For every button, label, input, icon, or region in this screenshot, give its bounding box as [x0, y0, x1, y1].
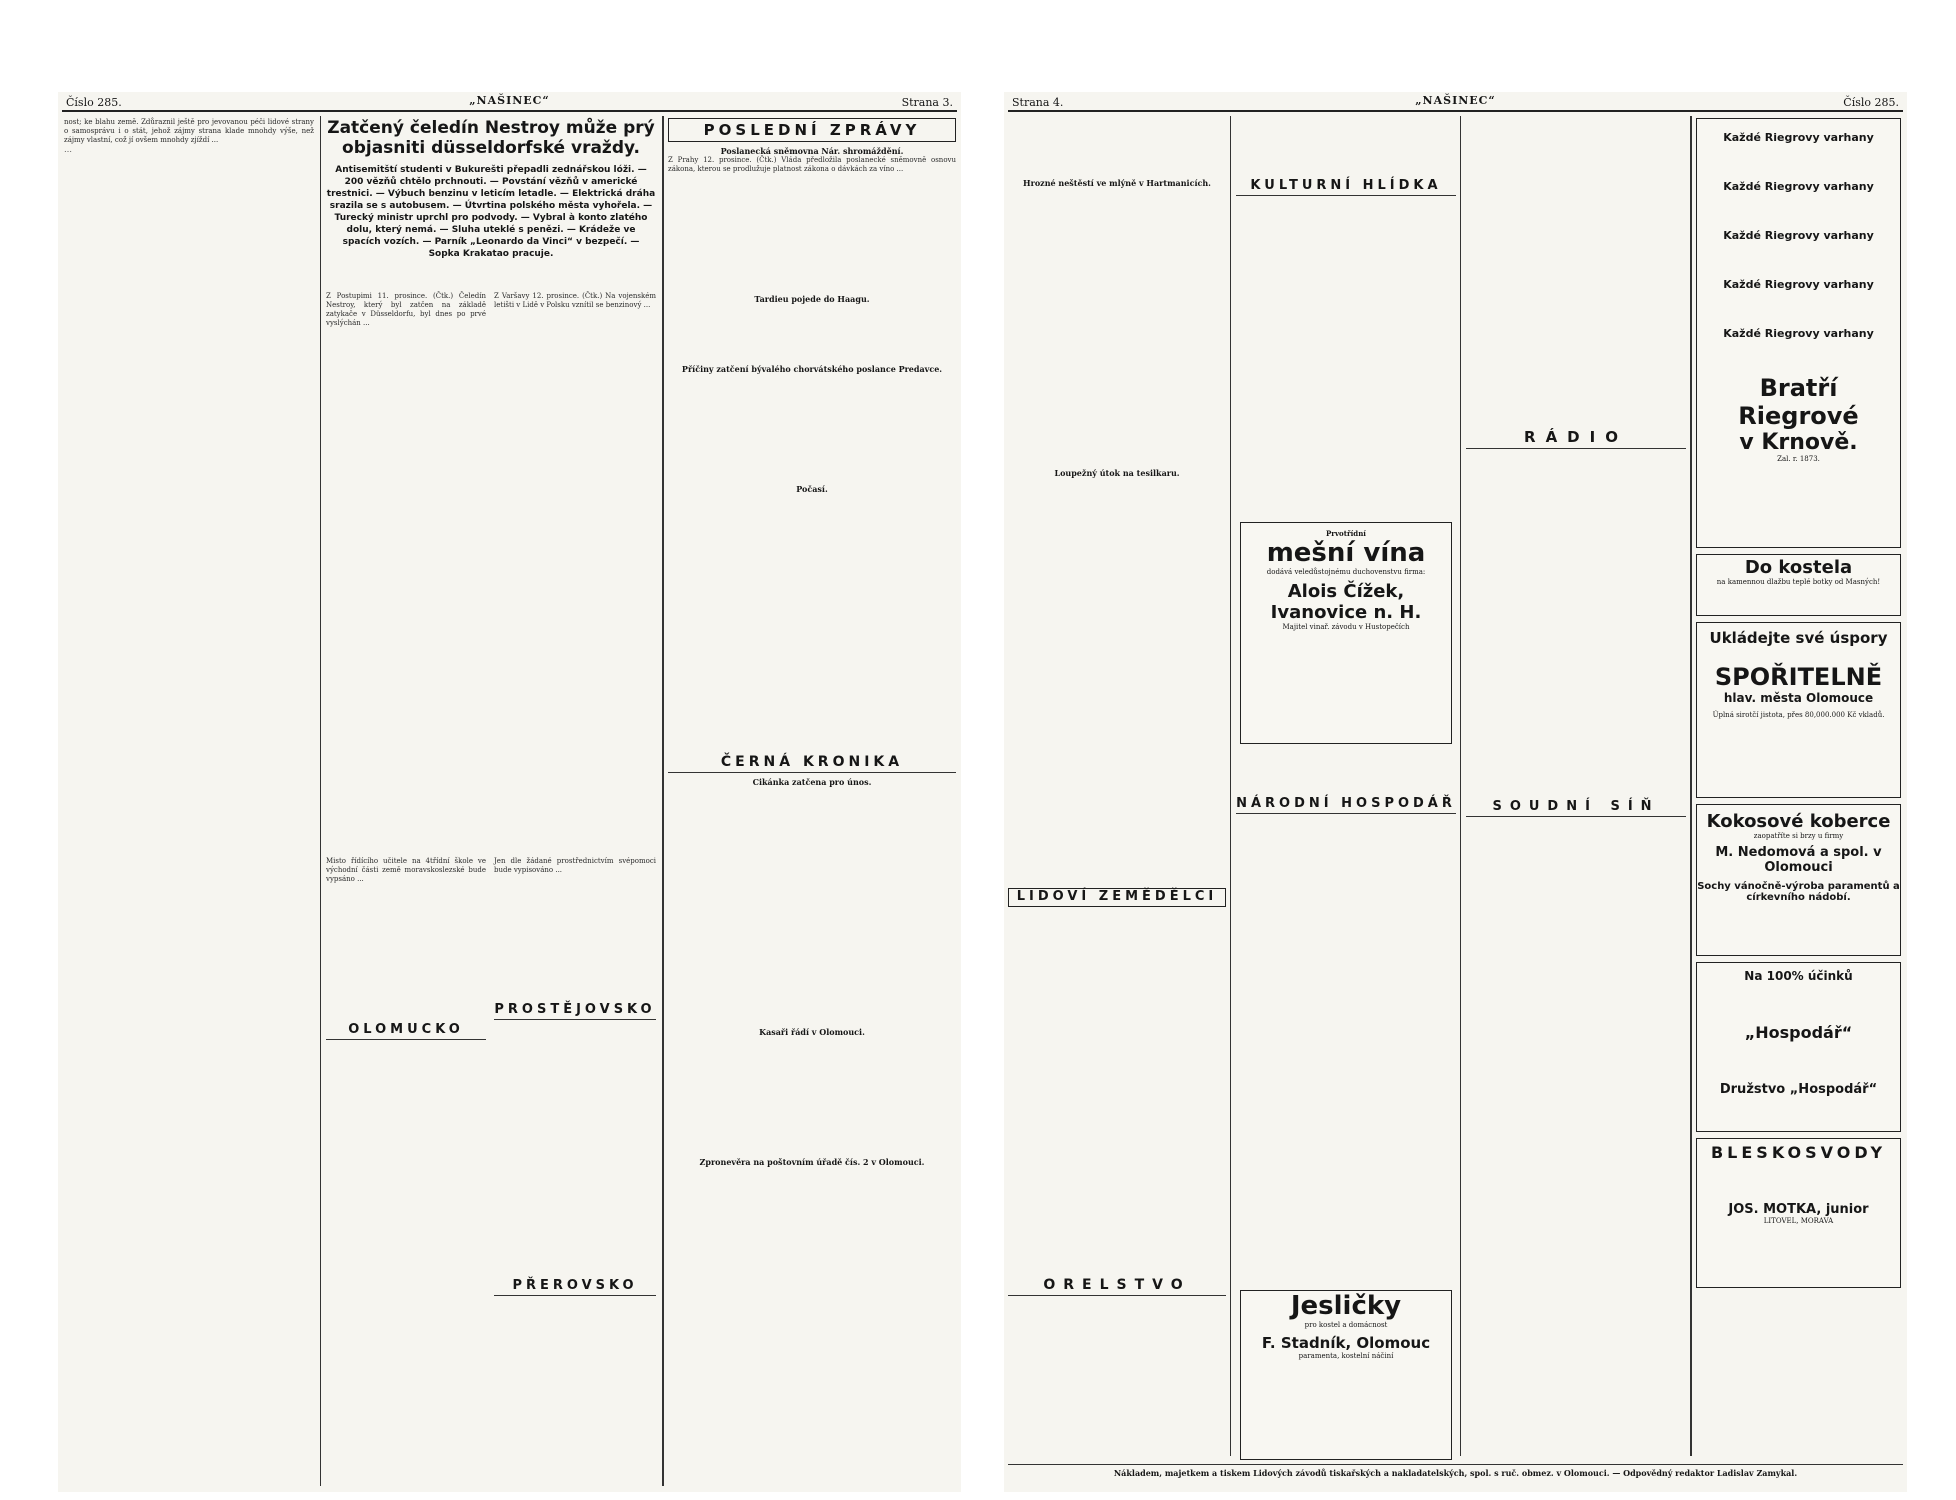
prostejovsko-section	[494, 1002, 656, 1022]
page-label: Strana 4.	[1012, 96, 1064, 109]
ad-text: na kamennou dlažbu teplé botky od Masných!	[1716, 578, 1881, 586]
right-header	[1008, 94, 1903, 112]
riegrovy-ad	[1696, 118, 1901, 548]
article-text: Misto řídícího učitele na 4třídní škole ve východní části země moravskoslezské bude vypsáno ...	[326, 857, 489, 883]
right-page	[1004, 92, 1907, 1492]
footer: Nákladem, majetkem a tiskem Lidových závodů tiskařských a nakladatelských, spol. s ruč. obmez. v Olomouci. — Odpovědný redaktor Ladislav Zamykal.	[1113, 1468, 1798, 1478]
article-text: nost; ke blahu země. Zdůraznil ještě pro jevovanou péči lidové strany o samosprávu i o stát, jehož zájmy strana klade mnohdy výše, než zájmy vlastní, což jí ovšem mnohdy zjíždí ...	[64, 118, 317, 144]
ad-title: Každé Riegrovy varhany	[1723, 180, 1874, 193]
hospodar-ad	[1696, 962, 1901, 1132]
left-header	[62, 94, 957, 112]
ad-title: Do kostela	[1744, 557, 1853, 578]
left-column-2a	[326, 292, 489, 852]
section-heading: PŘEROVSKO	[494, 1278, 656, 1296]
section-heading: SOUDNÍ SÍŇ	[1466, 799, 1686, 817]
sporitelne-ad	[1696, 622, 1901, 798]
subheading: Loupežný útok na tesilkaru.	[1054, 468, 1180, 478]
subheading: Kasaři řádí v Olomouci.	[759, 1027, 865, 1037]
subheading: Tardieu pojede do Haagu.	[754, 294, 870, 304]
ad-title: Každé Riegrovy varhany	[1723, 229, 1874, 242]
subheading: Zpronevěra na poštovním úřadě čís. 2 v Olomouci.	[699, 1157, 925, 1167]
ad-brand: Bratří Riegrové	[1738, 374, 1859, 430]
article-text: Z Postupimi 11. prosince. (Čtk.) Čeledín Nestroy, který byl zatčen na základě zatykače v Düsseldorfu, byl dnes po prvé vyslýchán ...	[326, 292, 489, 327]
ad-firm: „Hospodář“	[1744, 1023, 1853, 1042]
left-column-4	[668, 118, 959, 1488]
main-headline: Zatčený čeledín Nestroy může prý objasniti düsseldorfské vraždy.	[327, 118, 655, 158]
ad-title: mešní vína	[1266, 538, 1426, 568]
left-column-2b	[494, 292, 659, 852]
kostela-ad	[1696, 554, 1901, 616]
section-heading: LIDOVÍ ZEMĚDĚLCI	[1008, 888, 1226, 907]
left-page	[58, 92, 961, 1492]
prerovsko-section	[494, 1278, 656, 1298]
section-heading: PROSTĚJOVSKO	[494, 1002, 656, 1020]
ad-title: Každé Riegrovy varhany	[1723, 327, 1874, 340]
left-column-3a	[494, 857, 659, 997]
right-column-2	[1236, 118, 1456, 1458]
bleskosvody-ad	[1696, 1138, 1901, 1288]
wine-ad	[1240, 522, 1452, 744]
ad-text: Zal. r. 1873.	[1777, 455, 1820, 463]
ad-title: Kokosové koberce	[1706, 811, 1891, 832]
page-number: Číslo 285.	[66, 96, 122, 109]
ad-firm: Ivanovice n. H.	[1270, 602, 1422, 623]
ad-text: LITOVEL, MORAVA	[1763, 1217, 1834, 1225]
ad-title: Na 100% účinků	[1744, 969, 1853, 983]
ad-firm: M. Nedomová a spol. v Olomouci	[1715, 845, 1882, 875]
article-text: Z Prahy 12. prosince. (Čtk.) Vláda předložila poslanecké sněmovně osnovu zákona, kterou se prodlužuje platnost zákona o dávkách za víno ...	[668, 156, 959, 173]
ad-text: dodává veledůstojnému duchovenstvu firma:	[1266, 568, 1426, 576]
ad-place: v Krnově.	[1739, 430, 1858, 455]
ad-firm: F. Stadník, Olomouc	[1261, 1334, 1431, 1352]
olomoucko-section	[326, 1022, 486, 1042]
article-text: Z Varšavy 12. prosince. (Čtk.) Na vojenském letišti v Lidě v Polsku vznítil se benzinový ...	[494, 292, 659, 309]
ad-text: zaopatříte si brzy u firmy	[1753, 832, 1844, 840]
ad-title: BLESKOSVODY	[1710, 1143, 1887, 1162]
section-heading: OLOMUCKO	[326, 1022, 486, 1040]
ad-text: Sochy vánočně-výroba paramentů a církevního nádobí.	[1697, 881, 1900, 903]
ad-text: Úplná sirotčí jistota, přes 80,000.000 Kč vkladů.	[1712, 711, 1885, 719]
ad-brand: SPOŘITELNĚ	[1714, 663, 1883, 691]
ad-firm: JOS. MOTKA, junior	[1728, 1202, 1869, 1217]
ad-text: pro kostel a domácnost	[1304, 1321, 1388, 1329]
jeslicky-ad	[1240, 1290, 1452, 1460]
masthead: „NAŠINEC“	[1415, 94, 1496, 107]
ad-title: Každé Riegrovy varhany	[1723, 278, 1874, 291]
section-heading: ČERNÁ KRONIKA	[668, 754, 956, 773]
ad-title: Každé Riegrovy varhany	[1723, 131, 1874, 144]
page-number: Číslo 285.	[1843, 96, 1899, 109]
ad-text: paramenta, kostelní náčiní	[1298, 1352, 1394, 1360]
section-heading: RÁDIO	[1466, 428, 1686, 449]
right-column-1	[1008, 118, 1226, 1458]
main-deck: Antisemitští studenti v Bukurešti přepadli zednářskou lóži. — 200 vězňů chtělo prchnouti. — Povstání vězňů v americké trestnici. — Výbuch benzinu v leticím letadle. — Elektrická dráha srazila se s autobusem. — Útvrtina polského města vyhořela. — Turecký ministr uprchl pro podvody. — Vybral à konto zlatého dolu, který nemá. — Sluha uteklé s penězi. — Krádeže ve spacích vozích. — Parník „Leonardo da Vinci“ v bezpečí. — Sopka Krakatao pracuje.	[326, 165, 656, 259]
section-heading: ORELSTVO	[1008, 1277, 1226, 1296]
ad-text: Družstvo „Hospodář“	[1719, 1082, 1878, 1097]
ad-title: Jesličky	[1290, 1291, 1402, 1321]
section-heading: KULTURNÍ HLÍDKA	[1236, 178, 1456, 196]
masthead: „NAŠINEC“	[469, 94, 550, 107]
page-label: Strana 3.	[901, 96, 953, 109]
article-text: Jen dle žádané prostřednictvím svépomoci bude vypisováno ...	[494, 857, 659, 874]
subheading: Poslanecká sněmovna Nár. shromáždění.	[720, 146, 904, 156]
kokosove-ad	[1696, 804, 1901, 956]
section-heading: NÁRODNÍ HOSPODÁŘ	[1236, 796, 1456, 814]
right-column-3	[1466, 118, 1686, 1458]
ad-text: Majitel vinař. závodu v Hustopečích	[1282, 623, 1410, 631]
left-column-2c	[326, 857, 489, 1017]
left-column-1	[64, 118, 317, 1488]
omitted-text: …	[64, 145, 72, 154]
subheading: Počasí.	[796, 484, 828, 494]
subheading: Hrozné neštěstí ve mlýně v Hartmanicích.	[1023, 178, 1211, 188]
ad-text: Prvotřídní	[1326, 529, 1366, 538]
subheading: Příčiny zatčení bývalého chorvátského poslance Predavce.	[681, 364, 943, 374]
ad-text: hlav. města Olomouce	[1723, 691, 1874, 705]
ad-firm: Alois Čížek,	[1287, 581, 1405, 602]
subheading: Cikánka zatčena pro únos.	[752, 777, 872, 787]
section-heading: POSLEDNÍ ZPRÁVY	[668, 118, 956, 142]
ad-title: Ukládejte své úspory	[1709, 629, 1888, 647]
